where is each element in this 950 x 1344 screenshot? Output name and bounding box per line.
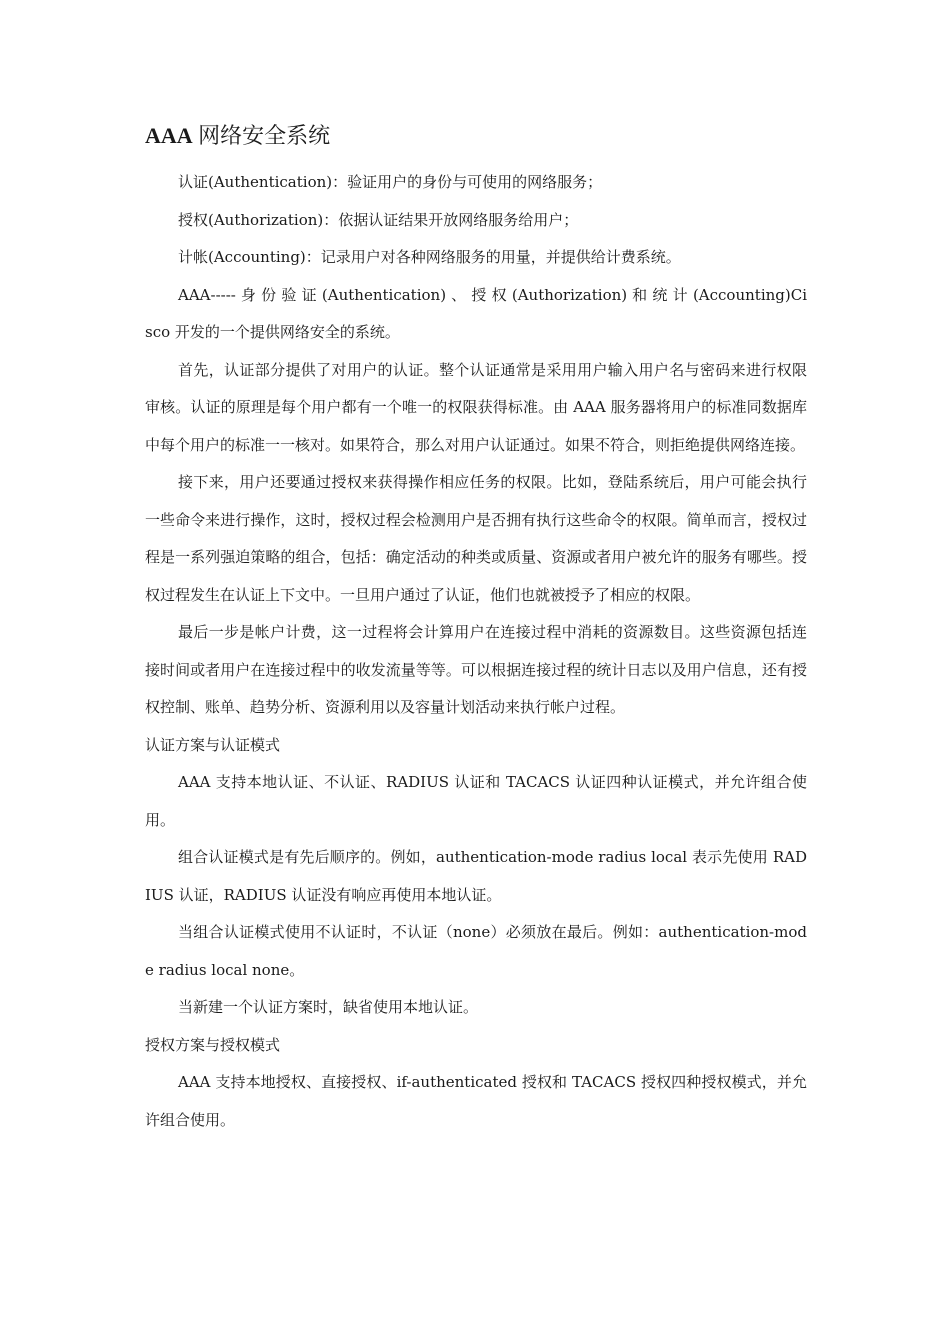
title-rest: 网络安全系统 bbox=[198, 123, 331, 148]
para-combined-auth: 组合认证模式是有先后顺序的。例如，authentication-mode radius local 表示先使用 RADIUS 认证，RADIUS 认证没有响应再使用本地认证。 bbox=[145, 848, 807, 904]
def-aaa: AAA----- 身 份 验 证 (Authentication) 、 授 权 (Authorization) 和 统 计 (Accounting)Cisco 开发的一个提供网络安全的系统。 bbox=[145, 285, 807, 341]
def-accounting: 计帐(Accounting)：记录用户对各种网络服务的用量，并提供给计费系统。 bbox=[178, 248, 681, 266]
para-authz-modes: AAA 支持本地授权、直接授权、if-authenticated 授权和 TACACS 授权四种授权模式，并允许组合使用。 bbox=[145, 1073, 807, 1129]
heading-authz-scheme: 授权方案与授权模式 bbox=[145, 1035, 281, 1054]
para-none-last: 当组合认证模式使用不认证时，不认证（none）必须放在最后。例如：authentication-mode radius local none。 bbox=[145, 923, 807, 979]
para-auth-modes: AAA 支持本地认证、不认证、RADIUS 认证和 TACACS 认证四种认证模式，并允许组合使用。 bbox=[145, 773, 807, 829]
para-authentication: 首先，认证部分提供了对用户的认证。整个认证通常是采用用户输入用户名与密码来进行权限审核。认证的原理是每个用户都有一个唯一的权限获得标准。由 AAA 服务器将用户的标准同数据库中每个用户的标准一一核对。如果符合，那么对用户认证通过。如果不符合，则拒绝提供网络连接。 bbox=[145, 360, 807, 454]
document-title bbox=[145, 118, 807, 154]
heading-auth-scheme: 认证方案与认证模式 bbox=[145, 735, 281, 754]
document-body bbox=[145, 118, 807, 1139]
para-accounting: 最后一步是帐户计费，这一过程将会计算用户在连接过程中消耗的资源数目。这些资源包括连接时间或者用户在连接过程中的收发流量等等。可以根据连接过程的统计日志以及用户信息，还有授权控制、账单、趋势分析、资源利用以及容量计划活动来执行帐户过程。 bbox=[145, 623, 807, 716]
def-authorization: 授权(Authorization)：依据认证结果开放网络服务给用户； bbox=[178, 210, 579, 229]
para-authorization: 接下来，用户还要通过授权来获得操作相应任务的权限。比如，登陆系统后，用户可能会执行一些命令来进行操作，这时，授权过程会检测用户是否拥有执行这些命令的权限。简单而言，授权过程是一系列强迫策略的组合，包括：确定活动的种类或质量、资源或者用户被允许的服务有哪些。授权过程发生在认证上下文中。一旦用户通过了认证，他们也就被授予了相应的权限。 bbox=[145, 473, 807, 604]
title-latin: AAA bbox=[145, 123, 193, 148]
def-authentication: 认证(Authentication)：验证用户的身份与可使用的网络服务； bbox=[178, 173, 603, 191]
para-default-local: 当新建一个认证方案时，缺省使用本地认证。 bbox=[178, 998, 479, 1016]
